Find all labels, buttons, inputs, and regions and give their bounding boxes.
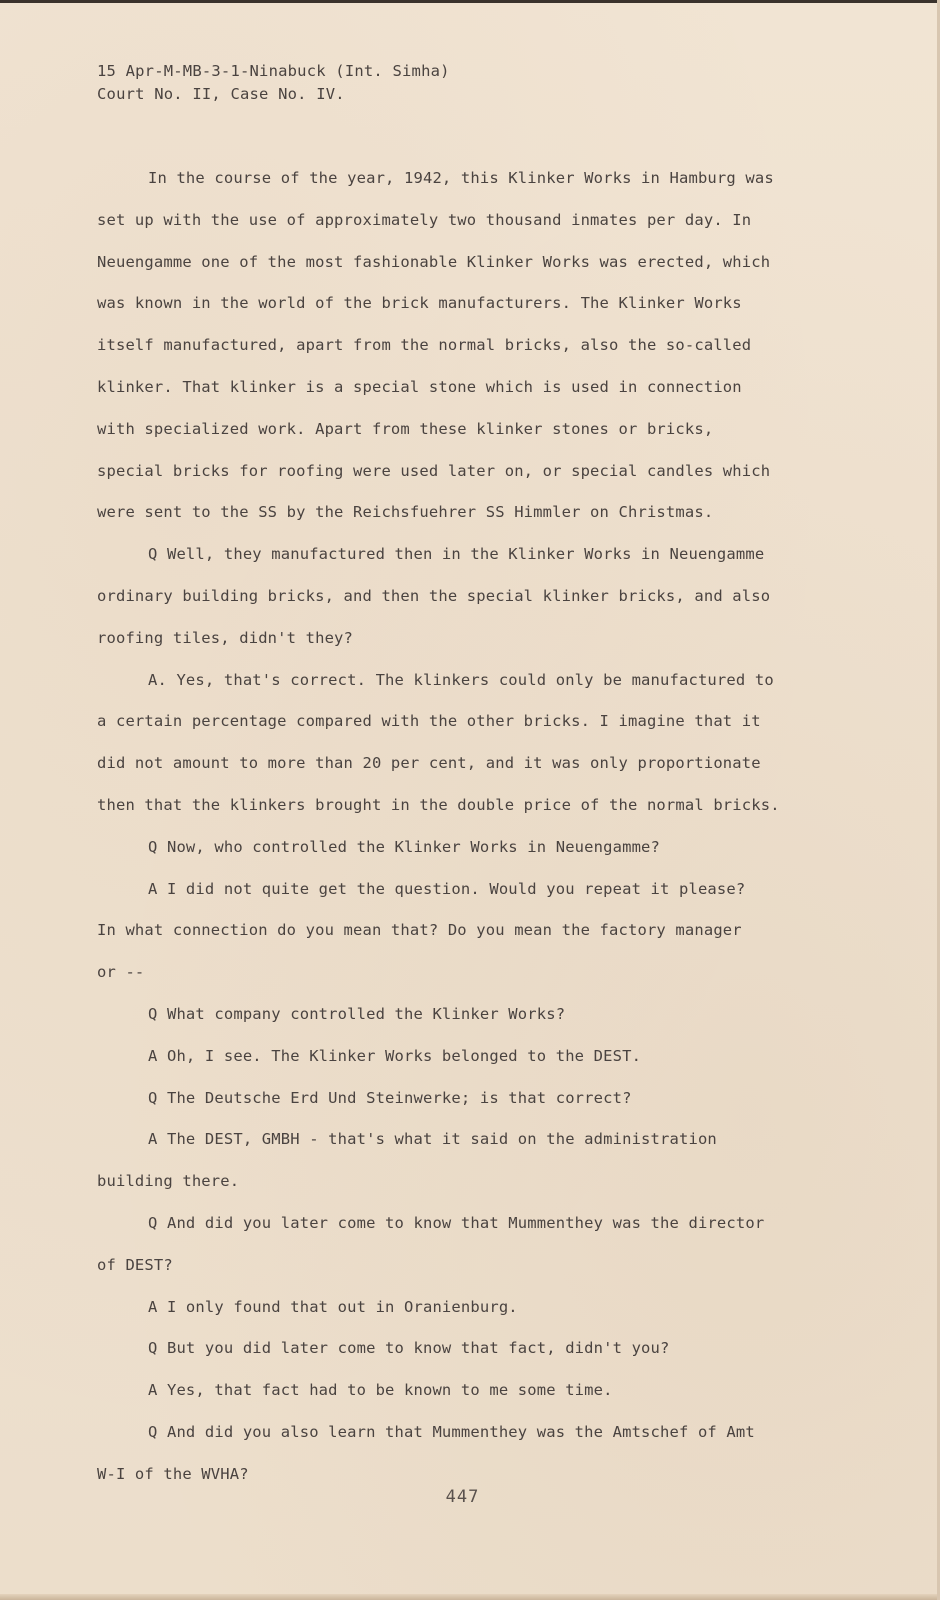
transcript-paragraph [97, 1287, 837, 1329]
transcript-line: Q Now, who controlled the Klinker Works in Neuengamme? [148, 837, 661, 856]
transcript-paragraph [97, 1078, 837, 1120]
transcript-paragraph [97, 1370, 837, 1412]
transcript-line: a certain percentage compared with the other bricks. I imagine that it [97, 712, 761, 731]
transcript-line: then that the klinkers brought in the double price of the normal bricks. [97, 795, 780, 814]
transcript-paragraph [97, 1036, 837, 1078]
page-number: 447 [445, 1487, 480, 1507]
transcript-line: A Oh, I see. The Klinker Works belonged to the DEST. [148, 1046, 642, 1065]
transcript-line: A. Yes, that's correct. The klinkers could only be manufactured to [148, 670, 774, 689]
transcript-paragraph [97, 158, 837, 534]
transcript-paragraph [97, 1119, 837, 1203]
transcript-line: of DEST? [97, 1255, 173, 1274]
transcript-line: special bricks for roofing were used later on, or special candles which [97, 461, 771, 480]
transcript-line: set up with the use of approximately two thousand inmates per day. In [97, 210, 752, 229]
transcript-line: ordinary building bricks, and then the special klinker bricks, and also [97, 586, 771, 605]
transcript-line: Q And did you later come to know that Mummenthey was the director [148, 1213, 765, 1232]
transcript-line: In what connection do you mean that? Do you mean the factory manager [97, 921, 742, 940]
transcript-paragraph [97, 1328, 837, 1370]
transcript-line: A Yes, that fact had to be known to me some time. [148, 1381, 613, 1400]
transcript-line: A I only found that out in Oranienburg. [148, 1297, 518, 1316]
transcript-line: were sent to the SS by the Reichsfuehrer SS Himmler on Christmas. [97, 503, 714, 522]
transcript-line: roofing tiles, didn't they? [97, 628, 354, 647]
transcript-line: Q But you did later come to know that fact, didn't you? [148, 1339, 670, 1358]
transcript-line: A The DEST, GMBH - that's what it said on the administration [148, 1130, 717, 1149]
transcript-paragraph [97, 869, 837, 994]
document-header [97, 60, 450, 106]
transcript-paragraph [97, 534, 837, 659]
transcript-line: A I did not quite get the question. Would you repeat it please? [148, 879, 746, 898]
transcript-paragraph [97, 1412, 837, 1496]
transcript-line: Q Well, they manufactured then in the Klinker Works in Neuengamme [148, 545, 765, 564]
transcript-paragraph [97, 660, 837, 827]
transcript-line: building there. [97, 1172, 240, 1191]
transcript-line: klinker. That klinker is a special stone which is used in connection [97, 377, 742, 396]
transcript-line: Q And did you also learn that Mummenthey was the Amtschef of Amt [148, 1422, 755, 1441]
transcript-line: Q What company controlled the Klinker Works? [148, 1004, 566, 1023]
transcript-line: W-I of the WVHA? [97, 1464, 249, 1483]
transcript-line: or -- [97, 963, 145, 982]
transcript-line: was known in the world of the brick manufacturers. The Klinker Works [97, 294, 742, 313]
transcript-body [97, 158, 837, 1496]
transcript-paragraph [97, 994, 837, 1036]
transcript-line: did not amount to more than 20 per cent, and it was only proportionate [97, 754, 761, 773]
header-line-session: 15 Apr-M-MB-3-1-Ninabuck (Int. Simha) [97, 62, 450, 80]
transcript-line: with specialized work. Apart from these klinker stones or bricks, [97, 419, 714, 438]
transcript-line: In the course of the year, 1942, this Klinker Works in Hamburg was [148, 169, 774, 187]
header-line-court: Court No. II, Case No. IV. [97, 85, 345, 103]
transcript-line: Q The Deutsche Erd Und Steinwerke; is that correct? [148, 1088, 632, 1107]
transcript-line: itself manufactured, apart from the normal bricks, also the so-called [97, 336, 752, 355]
transcript-line: Neuengamme one of the most fashionable Klinker Works was erected, which [97, 252, 771, 271]
transcript-paragraph [97, 1203, 837, 1287]
transcript-paragraph [97, 827, 837, 869]
